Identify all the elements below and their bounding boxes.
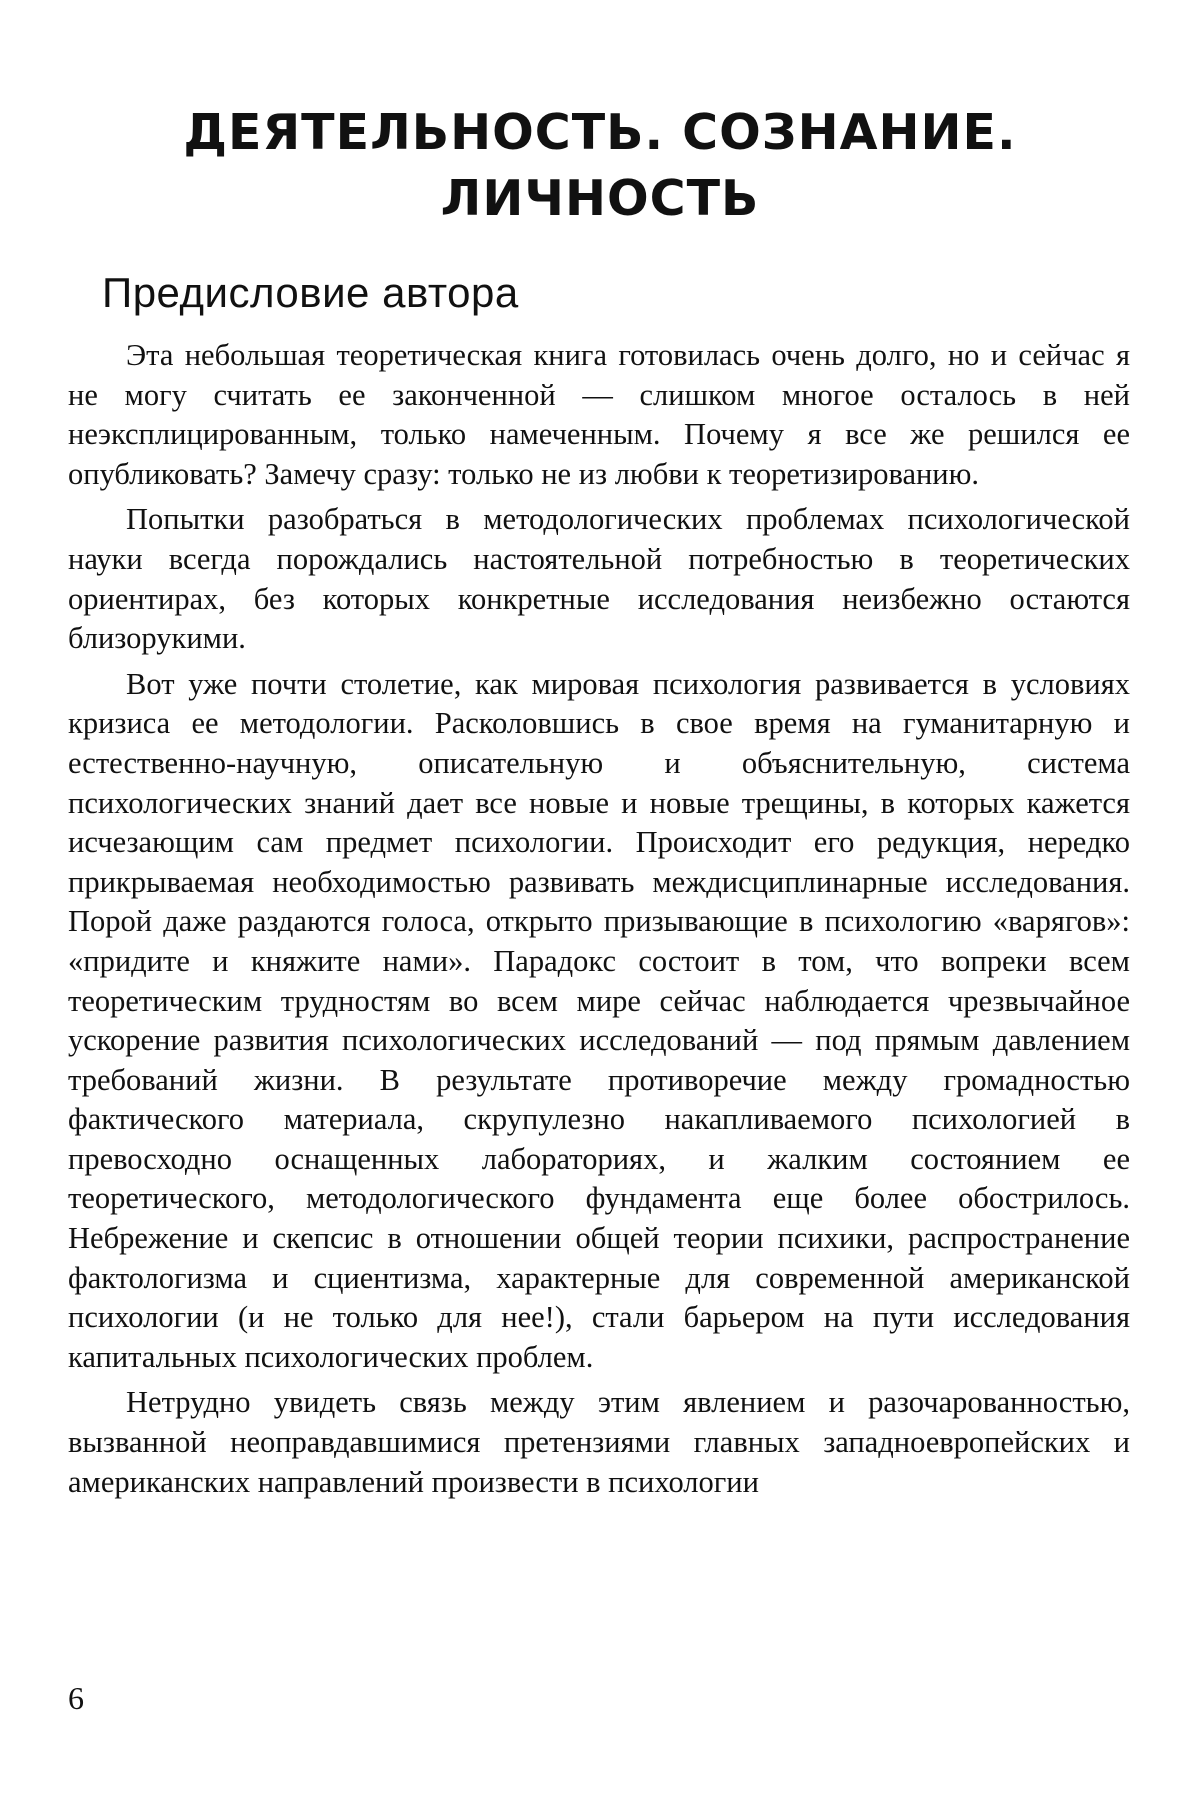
page-number: 6 (68, 1680, 84, 1716)
chapter-title (80, 100, 1120, 232)
paragraph-3: Вот уже почти столетие, как мировая психология развивается в условиях кризиса ее методологии. Расколовшись в свое время на гуманитарную и естественно-научную, описательную и объяснительную, система психологических знаний дает все новые и новые трещины, в которых кажется исчезающим сам предмет психологии. Происходит его редукция, нередко прикрываемая необходимостью развивать междисциплинарные исследования. Порой даже раздаются голоса, открыто призывающие в психологию «варягов»: «придите и княжите нами». Парадокс состоит в том, что вопреки всем теоретическим трудностям во всем мире сейчас наблюдается чрезвычайное ускорение развития психологических исследований — под прямым давлением требований жизни. В результате противоречие между громадностью фактического материала, скрупулезно накапливаемого психологией в превосходно оснащенных лабораториях, и жалким состоянием ее теоретического, методологического фундамента еще более обострилось. Небрежение и скепсис в отношении общей теории психики, распространение фактологизма и сциентизма, характерные для современной американской психологии (и не только для нее!), стали барьером на пути исследования капитальных психологических проблем. (68, 666, 1130, 1374)
body-text (68, 336, 1130, 1502)
paragraph-4: Нетрудно увидеть связь между этим явлением и разочарованностью, вызванной неоправдавшимися претензиями главных западноевропейских и американских направлений произвести в психологии (68, 1385, 1130, 1499)
paragraph-2: Попытки разобраться в методологических проблемах психологической науки всегда порождались настоятельной потребностью в теоретических ориентирах, без которых конкретные исследования неизбежно остаются близорукими. (68, 502, 1130, 656)
chapter-title-line-1: ДЕЯТЕЛЬНОСТЬ. СОЗНАНИЕ. (183, 104, 1017, 161)
chapter-title-line-2: ЛИЧНОСТЬ (440, 170, 760, 227)
section-heading: Предисловие автора (102, 269, 519, 316)
paragraph-1: Эта небольшая теоретическая книга готовилась очень долго, но и сейчас я не могу считать ее законченной — слишком многое осталось в ней неэксплицированным, только намеченным. Почему я все же решился ее опубликовать? Замечу сразу: только не из любви к теоретизированию. (68, 338, 1130, 491)
